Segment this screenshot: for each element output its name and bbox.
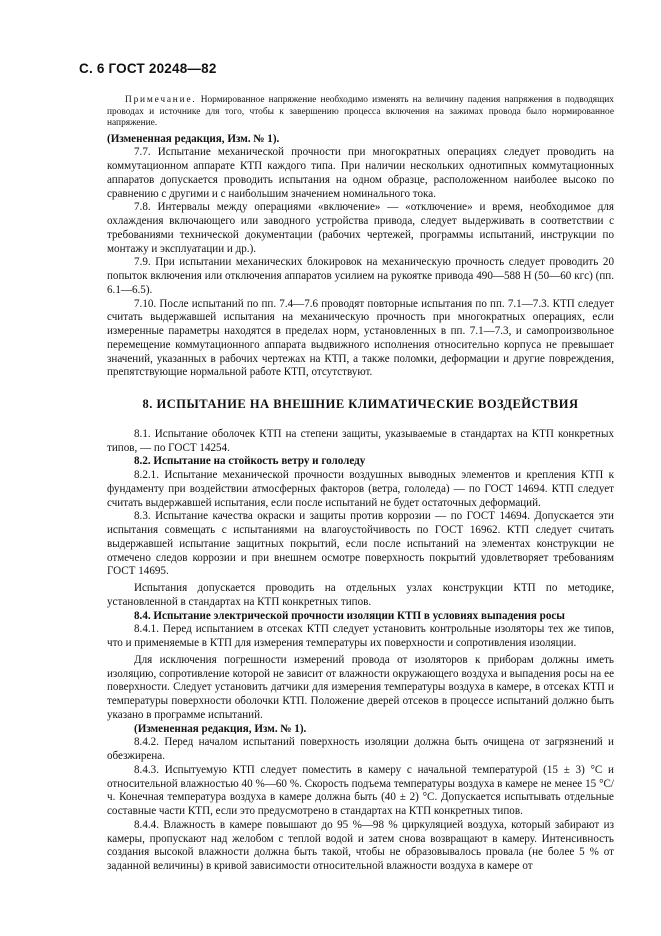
clause-7-10: 7.10. После испытаний по пп. 7.4—7.6 проводят повторные испытания по пп. 7.1—7.3. КТП следует считать выдержавшей испытания на механическую прочность при многократных операциях, если измеренные параметры находятся в пределах норм, установленных в пп. 7.1—7.3, и самопроизвольное перемещение коммутационного аппарата выдвижного исполнения относительно корпуса не превышает значений, указанных в рабочих чертежах на КТП, а также поломки, деформации и другие повреждения, препятствующие нормальной работе КТП, отсутствуют. xyxy=(107,297,614,379)
amendment-note: (Измененная редакция, Изм. № 1). xyxy=(107,132,280,145)
clause-8-1: 8.1. Испытание оболочек КТП на степени защиты, указываемые в стандартах на КТП конкретных типов, — по ГОСТ 14254. xyxy=(107,427,614,454)
clause-7-7: 7.7. Испытание механической прочности при многократных операциях следует проводить на коммутационном аппарате КТП каждого типа. При наличии нескольких однотипных коммутационных аппаратов допускается проводить испытания на одном образце, расположенном наиболее высоко по сравнению с другими и с наибольшим значением номинального тока. xyxy=(107,146,614,200)
clause-8-4-1-continuation: Для исключения погрешности измерений провода от изоляторов к приборам должны иметь изоляцию, сопротивление которой не зависит от влажности окружающего воздуха и выпадения росы на ее поверхности. Следует установить датчики для измерения температуры воздуха в камере, в отсеках КТП и температуры поверхности оболочки КТП. Положение дверей отсеков в процессе испытаний должно быть указано в программе испытаний. xyxy=(107,653,614,721)
clause-8-3-continuation: Испытания допускается проводить на отдельных узлах конструкции КТП по методике, установленной в стандартах на КТП конкретных типов. xyxy=(107,582,614,608)
clause-7-9: 7.9. При испытании механических блокировок на механическую прочность следует проводить 20 попыток включения или отключения аппаратов усилием на рукоятке привода 490—588 Н (50—60 кгс) (пп. 6.1—6.5). xyxy=(107,256,614,296)
clause-8-2-1: 8.2.1. Испытание механической прочности воздушных выводных элементов и крепления КТП к фундаменту при воздействии атмосферных факторов (ветра, гололеда) — по ГОСТ 14694. КТП следует считать выдержавшей испытания, если после испытаний не будет остаточных деформаций. xyxy=(107,469,614,509)
clause-8-2-title: 8.2. Испытание на стойкость ветру и гололеду xyxy=(134,455,366,468)
clause-8-4-3: 8.4.3. Испытуемую КТП следует поместить в камеру с начальной температурой (15 ± 3) °C и относительной влажностью 40 %—60 %. Скорость подъема температуры воздуха в камере не менее 15 °C/ч. Конечная температура воздуха в камере должна быть (40 ± 2) °C. Допускается испытывать отдельные составные части КТП, если это предусмотрено в стандартах на КТП конкретных типов. xyxy=(107,763,614,817)
note-paragraph xyxy=(107,95,614,130)
clause-8-3: 8.3. Испытание качества окраски и защиты против коррозии — по ГОСТ 14694. Допускается эти испытания совмещать с испытаниями на влагоустойчивость по ГОСТ 16962. КТП следует считать выдержавшей испытание защитных покрытий, если после испытаний на элементах конструкции не отмечено следов коррозии и при внешнем осмотре поверхность покрытий удовлетворяет требованиям ГОСТ 14695. xyxy=(107,510,614,578)
document-body xyxy=(107,95,614,874)
note-text: Нормированное напряжение необходимо изменять на величину падения напряжения в подводящих проводах и источнике для того, чтобы к завершению процесса включения на зажимах провода было нормированное напряжение. xyxy=(107,95,614,128)
note-label: Примечание. xyxy=(125,95,197,105)
clause-8-4-1: 8.4.1. Перед испытанием в отсеках КТП следует установить контрольные изоляторы тех же типов, что и применяемые в КТП для измерения температуры их поверхности и сопротивления изоляции. xyxy=(107,623,614,649)
page-header: С. 6 ГОСТ 20248—82 xyxy=(79,61,217,76)
clause-8-4-title: 8.4. Испытание электрической прочности изоляции КТП в условиях выпадения росы xyxy=(134,609,565,622)
clause-8-4-2: 8.4.2. Перед началом испытаний поверхность изоляции должна быть очищена от загрязнений и обезжирена. xyxy=(107,736,614,762)
section-8-heading: 8. ИСПЫТАНИЕ НА ВНЕШНИЕ КЛИМАТИЧЕСКИЕ ВОЗДЕЙСТВИЯ xyxy=(142,397,579,411)
clause-8-4-4: 8.4.4. Влажность в камере повышают до 95 %—98 % циркуляцией воздуха, который забирают из камеры, пропускают над желобом с теплой водой и затем снова возвращают в камеру. Интенсивность создания высокой влажности должна быть такой, чтобы не образовывалось провала (не более 5 % от заданной величины) в кривой зависимости относительной влажности воздуха в камере от xyxy=(107,818,614,872)
clause-7-8: 7.8. Интервалы между операциями «включение» — «отключение» и время, необходимое для охлаждения включающего или заводного устройства привода, следует выдерживать в соответствии с требованиями технической документации (рабочих чертежей, программы испытаний, инструкции по монтажу и эксплуатации и др.). xyxy=(107,201,614,255)
amendment-note-2: (Измененная редакция, Изм. № 1). xyxy=(134,722,307,735)
